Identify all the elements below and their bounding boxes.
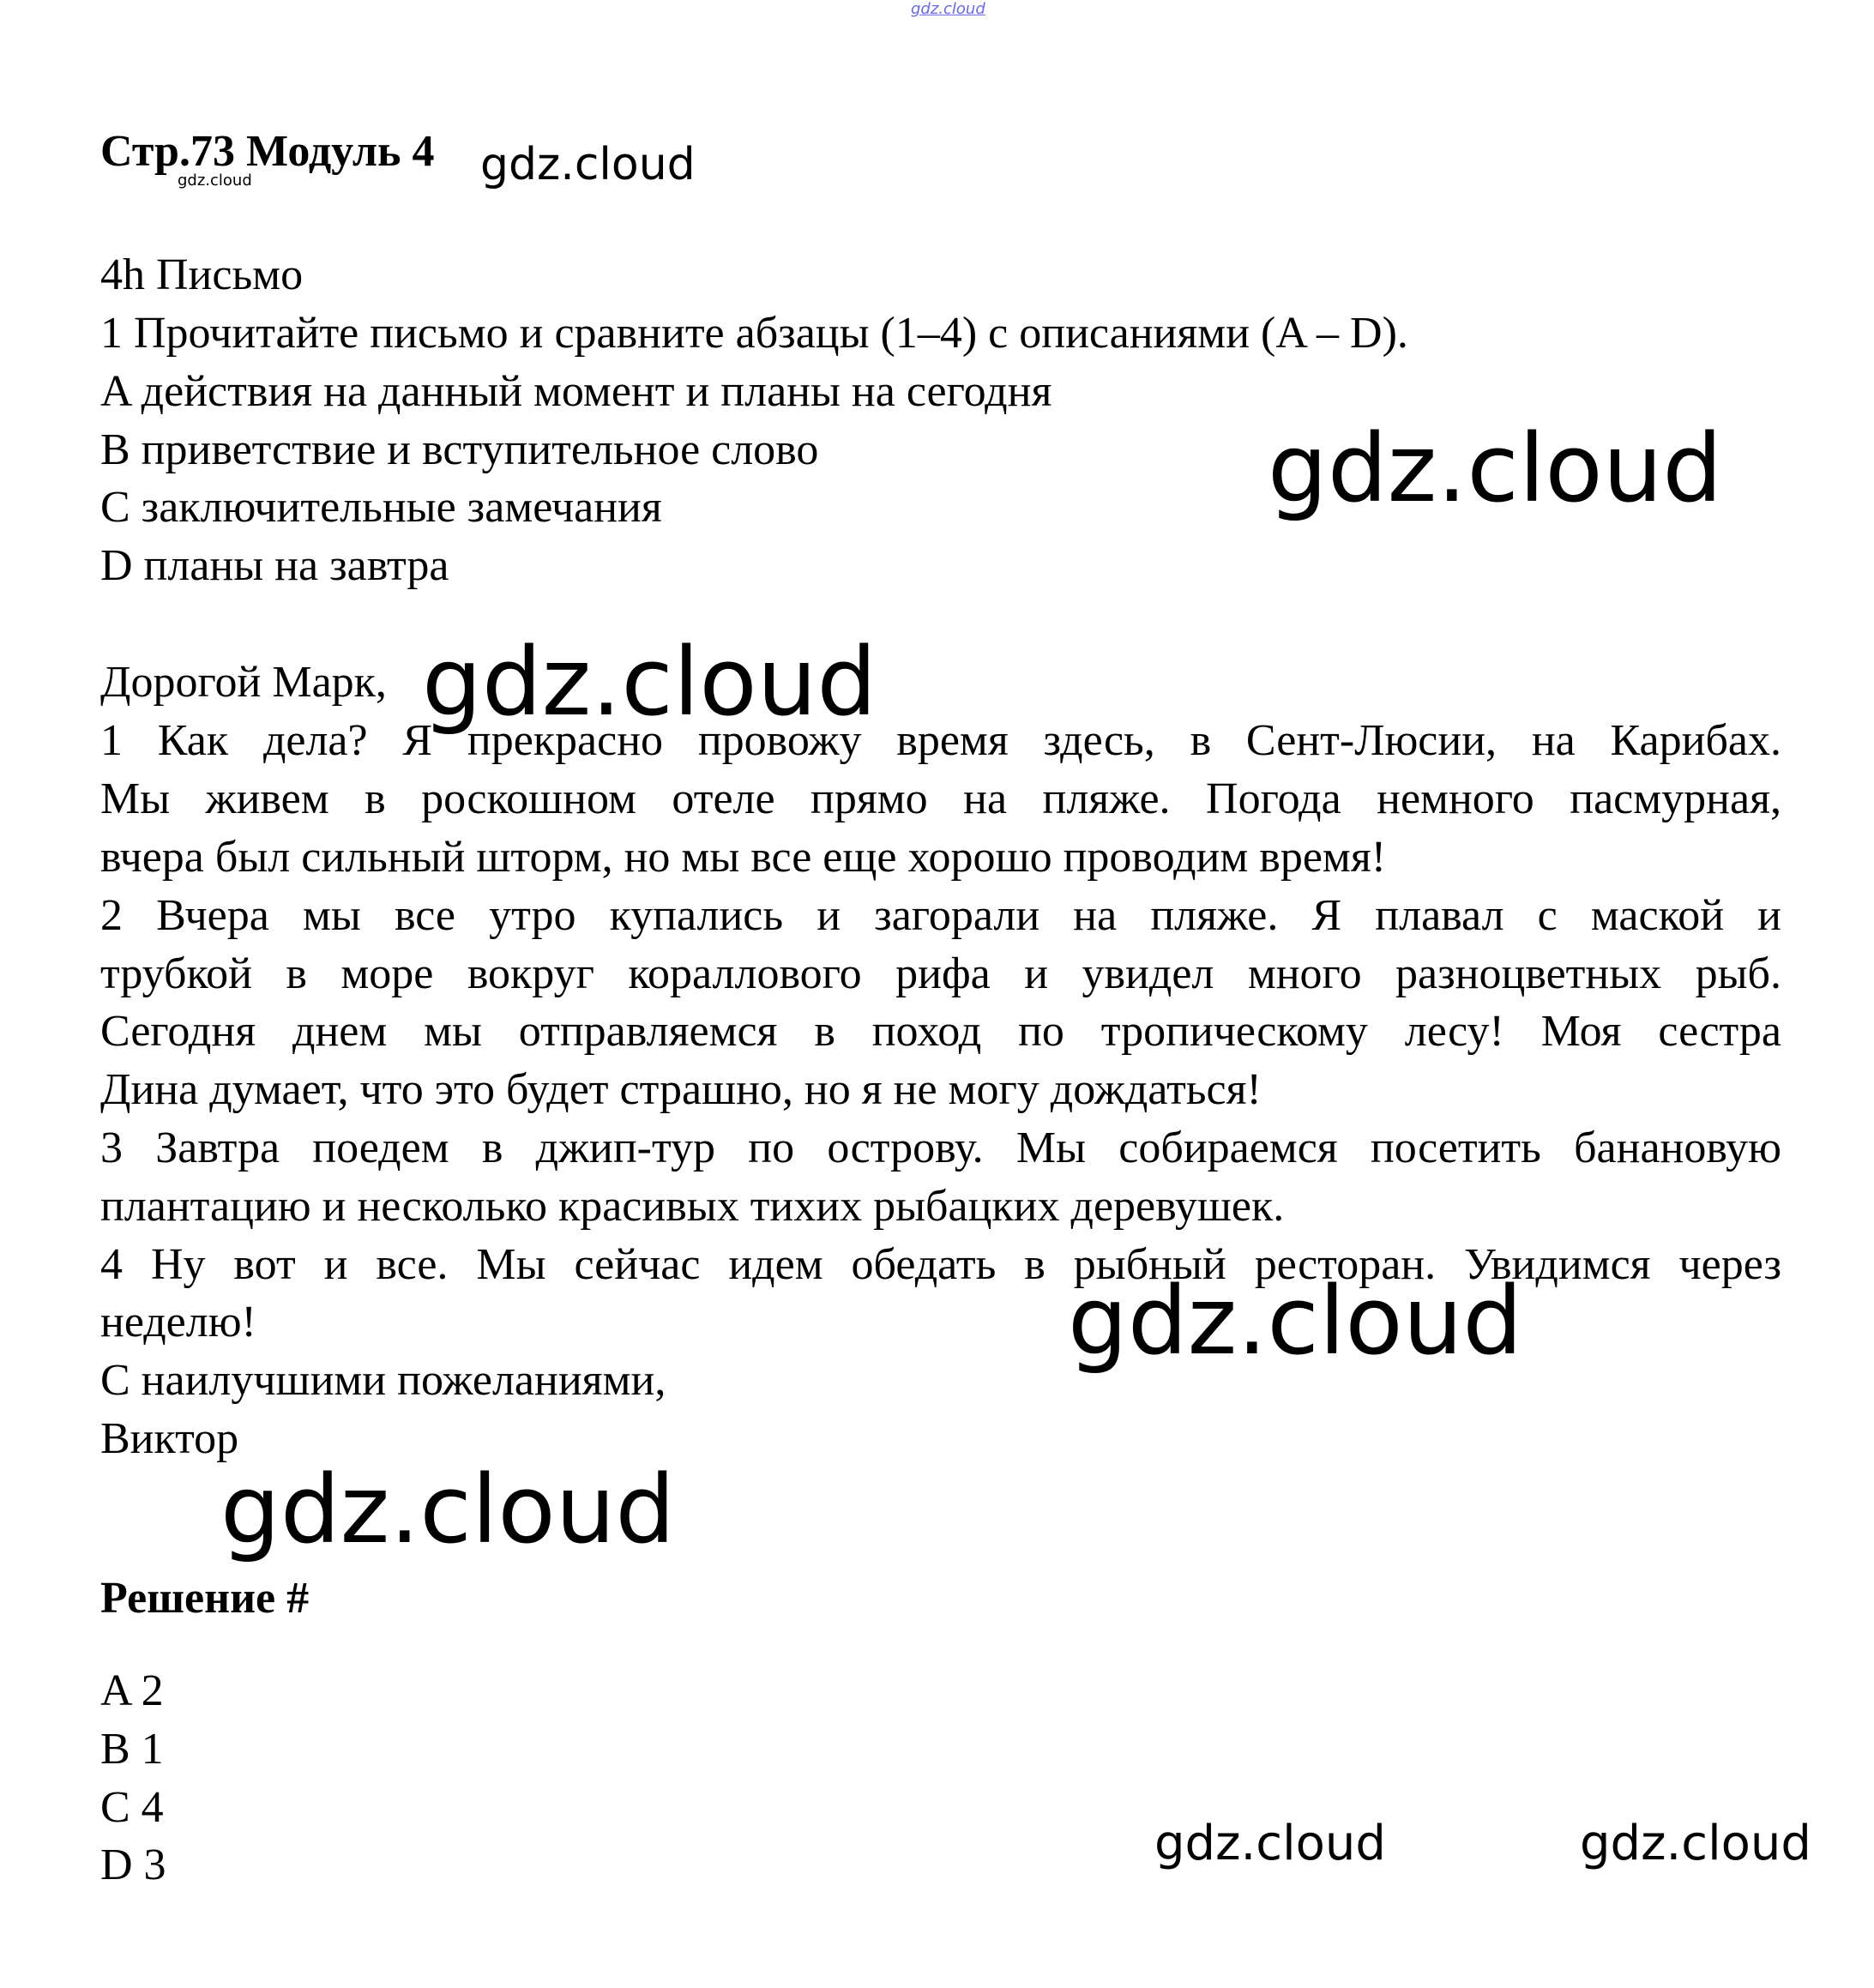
- letter-line: Дина думает, что это будет страшно, но я не могу дождаться!: [100, 1065, 1262, 1114]
- answer-c: C 4: [100, 1783, 164, 1832]
- letter-line: Мы живем в роскошном отеле прямо на пляже. Погода немного пасмурная,: [100, 774, 1781, 823]
- page-title-text: Стр.73 Модуль 4: [100, 127, 435, 176]
- solution-heading: Решение #: [100, 1574, 310, 1623]
- page-title: [100, 123, 435, 181]
- watermark-top: gdz.cloud: [911, 0, 985, 18]
- watermark-lower-left-big: gdz.cloud: [220, 1455, 676, 1564]
- watermark-middle-big: gdz.cloud: [1068, 1266, 1523, 1376]
- letter-line: 1 Как дела? Я прекрасно провожу время здесь, в Сент-Люсии, на Карибах.: [100, 716, 1781, 765]
- letter-line: 2 Вчера мы все утро купались и загорали на пляже. Я плавал с маской и: [100, 891, 1781, 940]
- letter-signature: Виктор: [100, 1414, 239, 1463]
- watermark-header-inline: gdz.cloud: [480, 139, 696, 190]
- watermark-bottom-center: gdz.cloud: [1154, 1816, 1386, 1871]
- option-b: B приветствие и вступительное слово: [100, 425, 819, 474]
- section-title: 4h Письмо: [100, 250, 304, 299]
- answer-b: B 1: [100, 1725, 164, 1774]
- option-d: D планы на завтра: [100, 541, 449, 590]
- task-instruction: 1 Прочитайте письмо и сравните абзацы (1–4) с описаниями (A – D).: [100, 309, 1408, 358]
- letter-line: неделю!: [100, 1298, 256, 1346]
- letter-line: 4 Ну вот и все. Мы сейчас идем обедать в рыбный ресторан. Увидимся через: [100, 1240, 1781, 1289]
- answer-a: A 2: [100, 1666, 164, 1715]
- watermark-greeting-big: gdz.cloud: [422, 627, 877, 737]
- watermark-bottom-right: gdz.cloud: [1580, 1816, 1811, 1871]
- letter-line: Сегодня днем мы отправляемся в поход по тропическому лесу! Моя сестра: [100, 1007, 1781, 1056]
- letter-line: трубкой в море вокруг кораллового рифа и увидел много разноцветных рыб.: [100, 949, 1781, 998]
- letter-line: вчера был сильный шторм, но мы все еще хорошо проводим время!: [100, 833, 1387, 882]
- letter-closing: С наилучшими пожеланиями,: [100, 1356, 666, 1405]
- letter-greeting: Дорогой Марк,: [100, 658, 387, 707]
- letter-line: плантацию и несколько красивых тихих рыбацких деревушек.: [100, 1182, 1285, 1231]
- answer-d: D 3: [100, 1840, 166, 1889]
- option-a: A действия на данный момент и планы на сегодня: [100, 367, 1052, 416]
- letter-line: 3 Завтра поедем в джип-тур по острову. Мы собираемся посетить банановую: [100, 1124, 1781, 1172]
- watermark-right-big: gdz.cloud: [1268, 413, 1723, 523]
- option-c: C заключительные замечания: [100, 483, 662, 532]
- watermark-header-small: gdz.cloud: [178, 172, 252, 190]
